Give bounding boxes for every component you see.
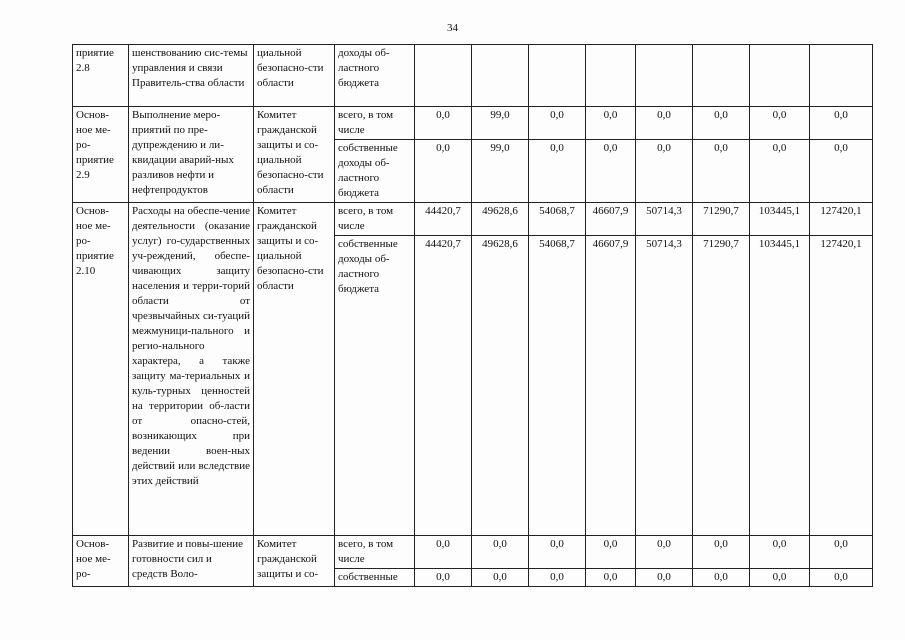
value-cell: 127420,1 — [810, 236, 873, 536]
value-cell — [750, 45, 810, 107]
executor: Комитет гражданской защиты и со- — [254, 536, 335, 587]
value-cell: 0,0 — [693, 536, 750, 569]
executor: Комитет гражданской защиты и со-циальной безопасно-сти области — [254, 107, 335, 203]
funding-source: всего, в том числе — [335, 536, 415, 569]
event-number: Основ-ное ме-ро- — [73, 536, 129, 587]
value-cell: 49628,6 — [472, 236, 529, 536]
value-cell: 99,0 — [472, 140, 529, 203]
value-cell: 0,0 — [750, 107, 810, 140]
funding-source: доходы об-ластного бюджета — [335, 45, 415, 107]
value-cell: 0,0 — [415, 569, 472, 587]
value-cell: 0,0 — [529, 536, 586, 569]
value-cell — [472, 45, 529, 107]
event-number: приятие 2.8 — [73, 45, 129, 107]
value-cell: 0,0 — [750, 569, 810, 587]
value-cell: 0,0 — [636, 536, 693, 569]
value-cell: 71290,7 — [693, 203, 750, 236]
event-title: Выполнение меро-приятий по пре-дупреждению и ли-квидации аварий-ных разливов нефти и нефтепродуктов — [129, 107, 254, 203]
funding-source: собственные доходы об-ластного бюджета — [335, 140, 415, 203]
value-cell: 127420,1 — [810, 203, 873, 236]
table-row — [73, 203, 873, 236]
value-cell: 0,0 — [750, 536, 810, 569]
value-cell: 54068,7 — [529, 236, 586, 536]
value-cell — [693, 45, 750, 107]
executor: Комитет гражданской защиты и со-циальной безопасно-сти области — [254, 203, 335, 536]
funding-source: всего, в том числе — [335, 203, 415, 236]
value-cell: 0,0 — [693, 107, 750, 140]
table-row — [73, 536, 873, 569]
value-cell: 0,0 — [810, 536, 873, 569]
table-row — [73, 45, 873, 107]
value-cell: 46607,9 — [586, 236, 636, 536]
value-cell: 0,0 — [529, 569, 586, 587]
value-cell: 0,0 — [636, 107, 693, 140]
event-number: Основ-ное ме-ро-приятие 2.9 — [73, 107, 129, 203]
value-cell: 0,0 — [529, 140, 586, 203]
value-cell — [586, 45, 636, 107]
executor: циальной безопасно-сти области — [254, 45, 335, 107]
value-cell: 50714,3 — [636, 236, 693, 536]
event-title: Расходы на обеспе-чение деятельности (оказание услуг) го-сударственных уч-реждений, обеспе-чивающих защиту населения и терри-торий области от чрезвычайных си-туаций межмуници-пального и регио-нального характера, а также защиту ма-териальных и куль-турных ценностей на территории об-ласти от опасно-стей, возникающих при ведении воен-ных действий или вследствие этих действий — [129, 203, 254, 536]
event-title: Развитие и повы-шение готовности сил и средств Воло- — [129, 536, 254, 587]
value-cell: 50714,3 — [636, 203, 693, 236]
event-title: шенствованию сис-темы управления и связи Правитель-ства области — [129, 45, 254, 107]
value-cell: 0,0 — [586, 107, 636, 140]
value-cell: 103445,1 — [750, 203, 810, 236]
value-cell: 71290,7 — [693, 236, 750, 536]
value-cell — [810, 45, 873, 107]
table-row — [73, 107, 873, 140]
value-cell: 99,0 — [472, 107, 529, 140]
value-cell: 0,0 — [693, 569, 750, 587]
budget-table — [72, 44, 873, 587]
value-cell: 0,0 — [586, 140, 636, 203]
value-cell: 0,0 — [810, 569, 873, 587]
value-cell: 0,0 — [415, 140, 472, 203]
value-cell: 46607,9 — [586, 203, 636, 236]
funding-source: всего, в том числе — [335, 107, 415, 140]
value-cell: 0,0 — [636, 569, 693, 587]
value-cell: 0,0 — [472, 536, 529, 569]
value-cell: 44420,7 — [415, 203, 472, 236]
event-number: Основ-ное ме-ро-приятие 2.10 — [73, 203, 129, 536]
value-cell — [636, 45, 693, 107]
value-cell — [529, 45, 586, 107]
value-cell — [415, 45, 472, 107]
funding-source: собственные доходы об-ластного бюджета — [335, 236, 415, 536]
value-cell: 0,0 — [586, 536, 636, 569]
value-cell: 0,0 — [636, 140, 693, 203]
value-cell: 0,0 — [750, 140, 810, 203]
funding-source: собственные — [335, 569, 415, 587]
value-cell: 0,0 — [693, 140, 750, 203]
value-cell: 0,0 — [415, 107, 472, 140]
value-cell: 0,0 — [415, 536, 472, 569]
page-number: 34 — [447, 22, 458, 34]
value-cell: 49628,6 — [472, 203, 529, 236]
value-cell: 44420,7 — [415, 236, 472, 536]
value-cell: 0,0 — [472, 569, 529, 587]
value-cell: 0,0 — [810, 140, 873, 203]
value-cell: 0,0 — [586, 569, 636, 587]
value-cell: 0,0 — [529, 107, 586, 140]
value-cell: 54068,7 — [529, 203, 586, 236]
value-cell: 0,0 — [810, 107, 873, 140]
value-cell: 103445,1 — [750, 236, 810, 536]
